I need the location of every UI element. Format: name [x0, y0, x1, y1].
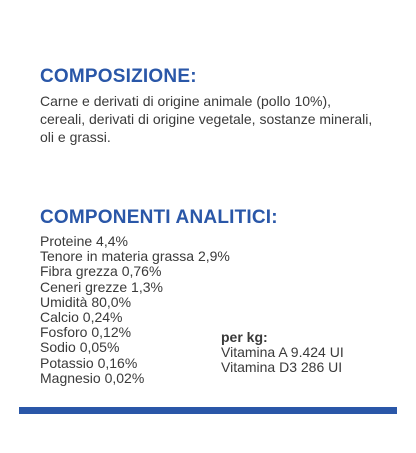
composition-heading: COMPOSIZIONE: — [40, 66, 197, 87]
vitamins-label: per kg: — [221, 329, 268, 345]
analytical-item: Umidità 80,0% — [40, 293, 132, 310]
analytical-item: Fibra grezza 0,76% — [40, 263, 162, 280]
vitamins-block — [221, 330, 344, 376]
analytical-item: Potassio 0,16% — [40, 354, 138, 371]
vitamin-item: Vitamina D3 286 UI — [221, 359, 343, 376]
vitamin-item: Vitamina A 9.424 UI — [221, 344, 344, 361]
analytical-list — [40, 234, 230, 386]
analytical-item: Ceneri grezze 1,3% — [40, 278, 163, 295]
analytical-item: Tenore in materia grassa 2,9% — [40, 248, 230, 265]
analytical-item: Magnesio 0,02% — [40, 369, 145, 386]
analytical-heading: COMPONENTI ANALITICI: — [40, 207, 278, 228]
bottom-divider — [19, 407, 397, 414]
analytical-item: Fosforo 0,12% — [40, 324, 132, 341]
analytical-item: Proteine 4,4% — [40, 233, 128, 249]
composition-text: Carne e derivati di origine animale (pollo 10%), cereali, derivati di origine vegetale, sostanze minerali, oli e grassi. — [40, 93, 373, 145]
analytical-item: Calcio 0,24% — [40, 309, 123, 326]
analytical-item: Sodio 0,05% — [40, 339, 120, 356]
